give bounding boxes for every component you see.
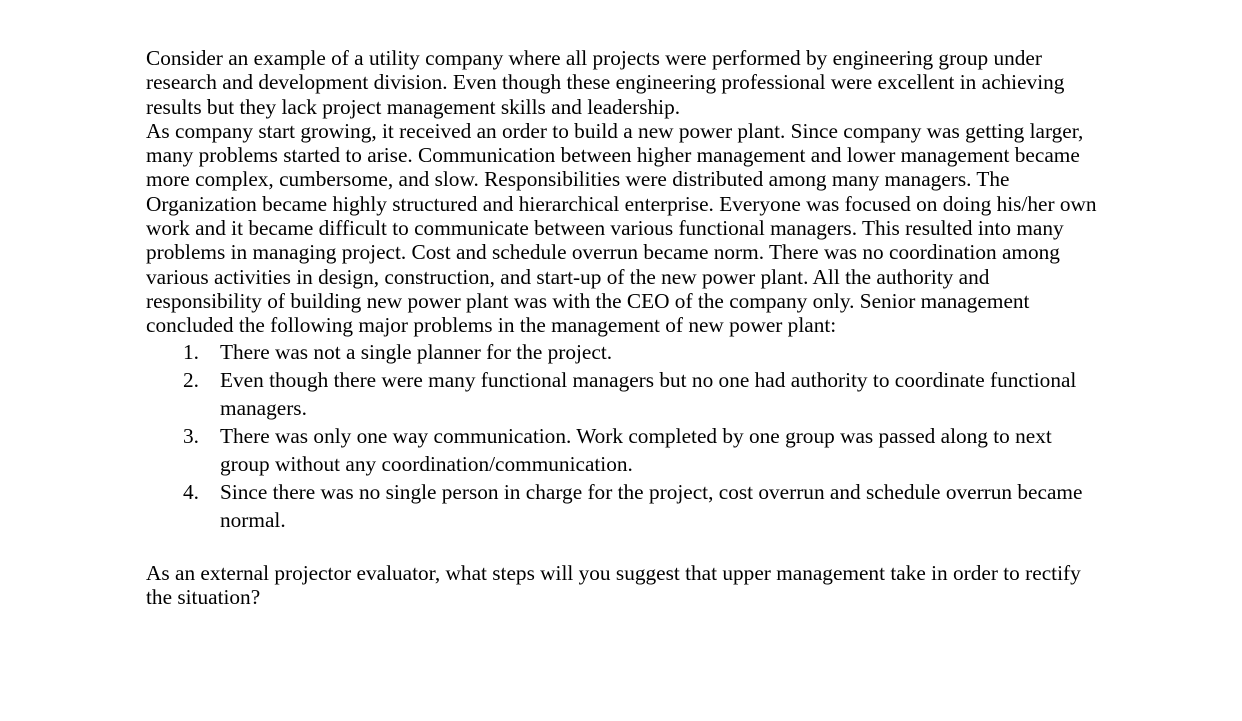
context-paragraph: As company start growing, it received an order to build a new power plant. Since company was getting larger, many problems started to arise. Communication between higher management and lower management became more complex, cumbersome, and slow. Responsibilities were distributed among many managers. The Organization became highly structured and hierarchical enterprise. Everyone was focused on doing his/her own work and it became difficult to communicate between various functional managers. This resulted into many problems in managing project. Cost and schedule overrun became norm. There was no coordination among various activities in design, construction, and start-up of the new power plant. All the authority and responsibility of building new power plant was with the CEO of the company only. Senior management concluded the following major problems in the management of new power plant: [146, 118, 1097, 338]
problems-list [146, 338, 1106, 534]
list-item [183, 478, 1106, 534]
intro-paragraph: Consider an example of a utility company where all projects were performed by engineering group under research and development division. Even though these engineering professional were excellent in achieving results but they lack project management skills and leadership. [146, 46, 1065, 119]
blank-line [146, 534, 1106, 561]
list-item-number: 4. [183, 479, 199, 504]
question-paragraph: As an external projector evaluator, what steps will you suggest that upper management take in order to rectify the situation? [146, 560, 1081, 609]
list-item-number: 1. [183, 339, 199, 364]
list-item-text: Since there was no single person in charge for the project, cost overrun and schedule overrun became normal. [220, 479, 1083, 532]
list-item [183, 422, 1106, 478]
list-item-text: There was only one way communication. Work completed by one group was passed along to next group without any coordination/communication. [220, 423, 1052, 476]
list-item-number: 3. [183, 423, 199, 448]
list-item-text: Even though there were many functional managers but no one had authority to coordinate functional managers. [220, 367, 1077, 420]
list-item [183, 366, 1106, 422]
list-item-text: There was not a single planner for the project. [220, 339, 613, 364]
list-item [183, 338, 1106, 366]
list-item-number: 2. [183, 367, 199, 392]
document-body [146, 46, 1106, 609]
